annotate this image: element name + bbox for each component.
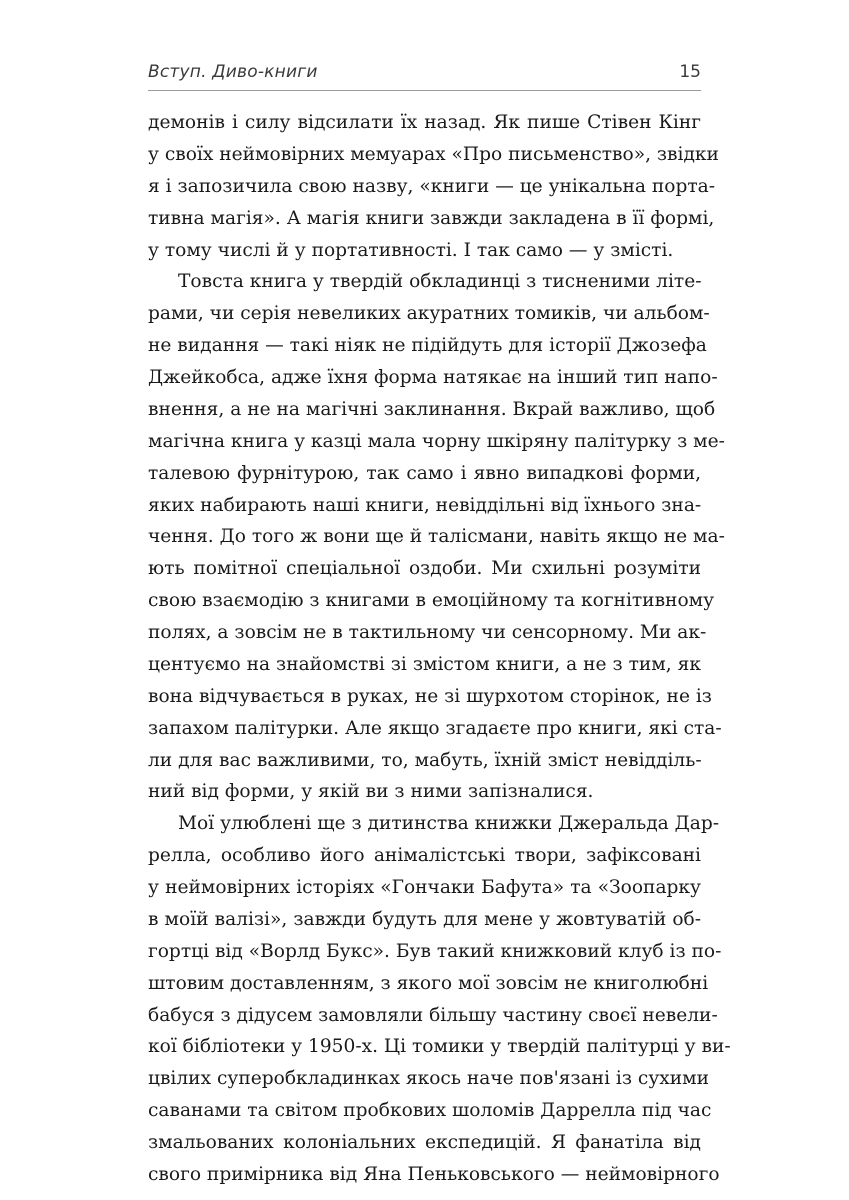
text-line: ють помітної спеціальної оздоби. Ми схильні розуміти — [148, 558, 701, 580]
text-line: кої бібліотеки у 1950-х. Ці томики у твердій палітурці у ви- — [148, 1036, 731, 1058]
text-line: бабуся з дідусем замовляли більшу частину своєї невели- — [148, 1004, 718, 1026]
header-rule — [148, 90, 701, 91]
text-line: чення. До того ж вони ще й талісмани, навіть якщо не ма- — [148, 526, 725, 548]
text-line: тивна магія». А магія книги завжди закладена в її формі, — [148, 207, 715, 229]
text-line: у неймовірних історіях «Гончаки Бафута» та «Зоопарку — [148, 877, 701, 898]
text-line: талевою фурнітурою, так само і явно випадкові форми, — [148, 462, 701, 484]
text-line: у тому числі й у портативності. І так само — у змісті. — [148, 239, 674, 261]
text-line: цвілих суперобкладинках якось наче пов'язані із сухими — [148, 1068, 710, 1090]
text-line: ли для вас важливими, то, мабуть, їхній зміст невідділь- — [148, 749, 702, 771]
text-line: гортці від «Ворлд Букс». Був такий книжковий клуб із по- — [148, 940, 722, 962]
text-line: саванами та світом пробкових шоломів Даррелла під час — [148, 1100, 712, 1122]
body-text — [148, 107, 731, 1191]
text-line: рами, чи серія невеликих акуратних томиків, чи альбом- — [148, 303, 710, 325]
text-line: свою взаємодію з книгами в емоційному та когнітивному — [148, 590, 715, 612]
text-line: не видання — такі ніяк не підійдуть для історії Джозефа — [148, 335, 707, 357]
page-number: 15 — [679, 62, 701, 82]
text-line: вона відчувається в руках, не зі шурхотом сторінок, не із — [148, 685, 712, 707]
text-line: Джейкобса, адже їхня форма натякає на інший тип напо- — [148, 367, 718, 388]
text-line: я і запозичила свою назву, «книги — це унікальна порта- — [148, 175, 716, 197]
text-line: центуємо на знайомстві зі змістом книги, а не з тим, як — [148, 653, 701, 675]
text-line: магічна книга у казці мала чорну шкіряну палітурку з ме- — [148, 430, 725, 452]
text-line: запахом палітурки. Але якщо згадаєте про книги, які ста- — [148, 717, 722, 739]
text-line: змальованих колоніальних експедицій. Я фанатіла від — [148, 1132, 701, 1153]
text-line: ний від форми, у якій ви з ними запізналися. — [148, 781, 594, 803]
text-line: у своїх неймовірних мемуарах «Про письменство», звідки — [148, 143, 719, 165]
text-line: Мої улюблені ще з дитинства книжки Джеральда Дар- — [178, 813, 720, 835]
text-line: релла, особливо його анімалістські твори, зафіксовані — [148, 845, 701, 867]
text-line: демонів і силу відсилати їх назад. Як пише Стівен Кінг — [148, 112, 701, 133]
text-line: внення, а не на магічні заклинання. Вкрай важливо, щоб — [148, 398, 716, 420]
text-line: штовим доставленням, з якого мої зовсім не книголюбні — [148, 972, 709, 994]
text-line: Товста книга у твердій обкладинці з тисненими літе- — [178, 271, 702, 293]
text-line: свого примірника від Яна Пеньковського — неймовірного — [148, 1163, 720, 1185]
text-line: в моїй валізі», завжди будуть для мене у жовтуватій об- — [148, 908, 701, 930]
text-line: полях, а зовсім не в тактильному чи сенсорному. Ми ак- — [148, 622, 707, 643]
page-header — [148, 58, 701, 90]
running-head: Вступ. Диво-книги — [148, 62, 318, 82]
text-line: яких набирають наші книги, невіддільні від їхнього зна- — [148, 494, 702, 516]
